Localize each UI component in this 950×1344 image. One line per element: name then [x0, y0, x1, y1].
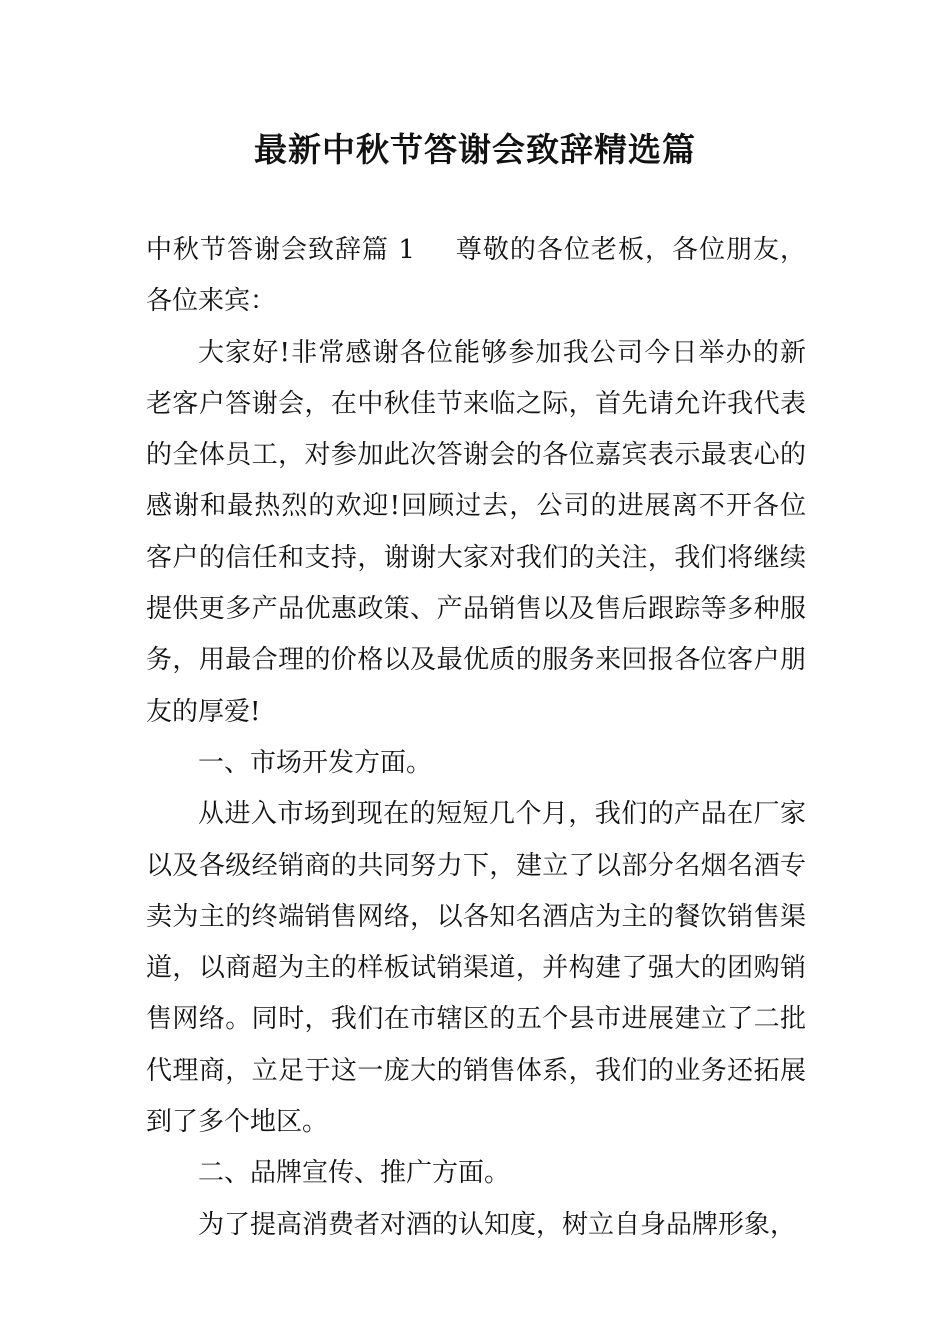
- salutation: 尊敬的各位老板，各位朋友，各位来宾：: [146, 235, 806, 317]
- paragraph-brand: 为了提高消费者对酒的认知度，树立自身品牌形象，: [198, 1209, 797, 1240]
- paragraph-market: 从进入市场到现在的短短几个月，我们的产品在厂家以及各级经销商的共同努力下，建立了以部分名烟名酒专卖为主的终端销售网络，以各知名酒店为主的餐饮销售渠道，以商超为主的样板试销渠道，并构建了强大的团购销售网络。同时，我们在市辖区的五个县市进展建立了二批代理商，立足于这一庞大的销售体系，我们的业务还拓展到了多个地区。: [146, 799, 806, 1138]
- document-title: 最新中秋节答谢会致辞精选篇: [254, 130, 696, 169]
- subheading-market: 一、市场开发方面。: [198, 747, 433, 778]
- paragraph-greeting: 大家好!非常感谢各位能够参加我公司今日举办的新老客户答谢会，在中秋佳节来临之际，首先请允许我代表的全体员工，对参加此次答谢会的各位嘉宾表示最衷心的感谢和最热烈的欢迎!回顾过去，公司的进展离不开各位客户的信任和支持，谢谢大家对我们的关注，我们将继续提供更多产品优惠政策、产品销售以及售后跟踪等多种服务，用最合理的价格以及最优质的服务来回报各位客户朋友的厚爱!: [146, 337, 806, 727]
- opening-line: [146, 225, 806, 328]
- section-heading: 中秋节答谢会致辞篇 1: [146, 235, 415, 265]
- subheading-brand: 二、品牌宣传、推广方面。: [198, 1158, 511, 1189]
- document-body: [146, 225, 806, 1251]
